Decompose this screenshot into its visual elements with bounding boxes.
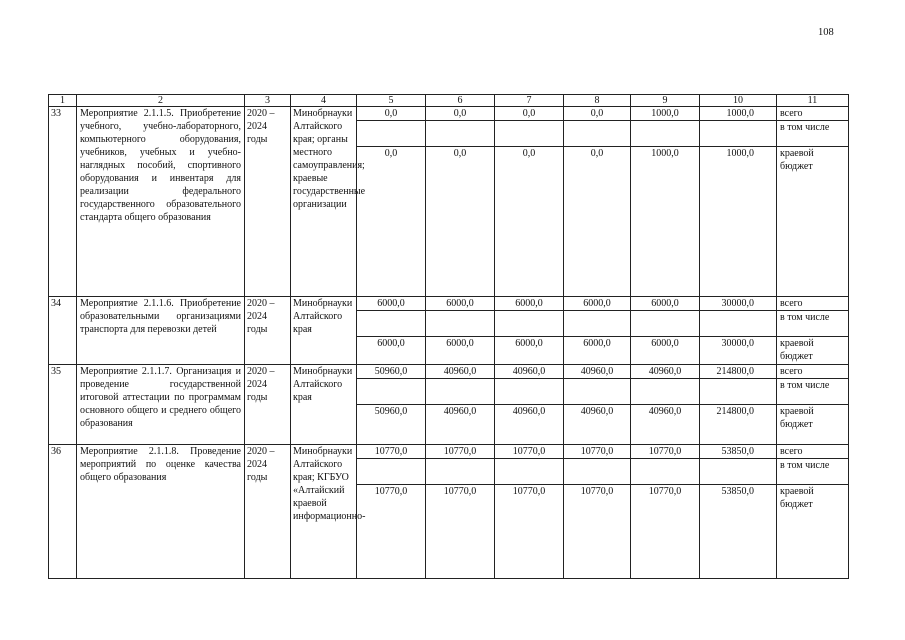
total-value: 0,0 — [357, 107, 426, 121]
budget-value: 0,0 — [495, 147, 564, 297]
table-row — [49, 445, 849, 459]
total-label: всего — [777, 107, 849, 121]
total-value: 0,0 — [564, 107, 631, 121]
including-label: в том числе — [777, 311, 849, 337]
budget-label: краевой бюджет — [777, 147, 849, 297]
col-header: 7 — [495, 95, 564, 107]
including-label: в том числе — [777, 459, 849, 485]
budget-value: 0,0 — [564, 147, 631, 297]
budget-value: 6000,0 — [495, 337, 564, 365]
total-label: всего — [777, 297, 849, 311]
years: 2020 – 2024 годы — [245, 365, 291, 445]
activity-name: Мероприятие 2.1.1.5. Приобретение учебного, учебно-лабораторного, компьютерного оборудования, учебников, учебных и учебно-наглядных пособий, спортивного оборудования и инвентаря для реализации федерального государственного образовательного стандарта общего образования — [77, 107, 245, 297]
budget-label: краевой бюджет — [777, 485, 849, 579]
total-value: 6000,0 — [426, 297, 495, 311]
total-label: всего — [777, 365, 849, 379]
total-value: 50960,0 — [357, 365, 426, 379]
including-label: в том числе — [777, 121, 849, 147]
budget-value: 6000,0 — [564, 337, 631, 365]
col-header: 1 — [49, 95, 77, 107]
col-header: 5 — [357, 95, 426, 107]
col-header: 4 — [291, 95, 357, 107]
budget-value: 10770,0 — [564, 485, 631, 579]
total-value: 40960,0 — [426, 365, 495, 379]
budget-value: 40960,0 — [495, 405, 564, 445]
total-value: 1000,0 — [631, 107, 700, 121]
total-sum: 1000,0 — [700, 107, 777, 121]
col-header: 10 — [700, 95, 777, 107]
budget-value: 40960,0 — [426, 405, 495, 445]
total-value: 6000,0 — [495, 297, 564, 311]
budget-value: 6000,0 — [357, 337, 426, 365]
total-value: 10770,0 — [426, 445, 495, 459]
years: 2020 – 2024 годы — [245, 445, 291, 579]
budget-value: 0,0 — [426, 147, 495, 297]
row-number: 34 — [49, 297, 77, 365]
activity-name: Мероприятие 2.1.1.6. Приобретение образовательными организациями транспорта для перевозки детей — [77, 297, 245, 365]
years: 2020 – 2024 годы — [245, 297, 291, 365]
years: 2020 – 2024 годы — [245, 107, 291, 297]
row-number: 35 — [49, 365, 77, 445]
col-header: 11 — [777, 95, 849, 107]
row-number: 36 — [49, 445, 77, 579]
table-row — [49, 107, 849, 121]
table-row — [49, 365, 849, 379]
activity-name: Мероприятие 2.1.1.8. Проведение мероприятий по оценке качества общего образования — [77, 445, 245, 579]
budget-value: 1000,0 — [631, 147, 700, 297]
total-value: 10770,0 — [495, 445, 564, 459]
executor: Минобрнауки Алтайского края; органы местного самоуправления; краевые государственные организации — [291, 107, 357, 297]
total-label: всего — [777, 445, 849, 459]
activity-name: Мероприятие 2.1.1.7. Организация и проведение государственной итоговой аттестации по программам основного общего и среднего общего образования — [77, 365, 245, 445]
executor: Минобрнауки Алтайского края — [291, 297, 357, 365]
total-sum: 30000,0 — [700, 297, 777, 311]
col-header: 8 — [564, 95, 631, 107]
executor: Минобрнауки Алтайского края — [291, 365, 357, 445]
col-header: 2 — [77, 95, 245, 107]
budget-value: 40960,0 — [631, 405, 700, 445]
col-header: 6 — [426, 95, 495, 107]
total-value: 10770,0 — [357, 445, 426, 459]
budget-value: 10770,0 — [426, 485, 495, 579]
col-header: 9 — [631, 95, 700, 107]
executor: Минобрнауки Алтайского края; КГБУО «Алтайский краевой информационно- — [291, 445, 357, 579]
budget-value: 0,0 — [357, 147, 426, 297]
total-sum: 53850,0 — [700, 445, 777, 459]
budget-label: краевой бюджет — [777, 337, 849, 365]
budget-sum: 53850,0 — [700, 485, 777, 579]
total-sum: 214800,0 — [700, 365, 777, 379]
total-value: 0,0 — [426, 107, 495, 121]
row-number: 33 — [49, 107, 77, 297]
budget-value: 40960,0 — [564, 405, 631, 445]
total-value: 10770,0 — [631, 445, 700, 459]
budget-sum: 30000,0 — [700, 337, 777, 365]
budget-value: 10770,0 — [495, 485, 564, 579]
including-label: в том числе — [777, 379, 849, 405]
header-row — [49, 95, 849, 107]
total-value: 0,0 — [495, 107, 564, 121]
table-row — [49, 297, 849, 311]
budget-value: 50960,0 — [357, 405, 426, 445]
budget-value: 10770,0 — [631, 485, 700, 579]
col-header: 3 — [245, 95, 291, 107]
program-activities-table — [48, 94, 849, 579]
budget-label: краевой бюджет — [777, 405, 849, 445]
budget-sum: 1000,0 — [700, 147, 777, 297]
total-value: 6000,0 — [357, 297, 426, 311]
budget-value: 10770,0 — [357, 485, 426, 579]
total-value: 6000,0 — [631, 297, 700, 311]
total-value: 40960,0 — [495, 365, 564, 379]
total-value: 40960,0 — [564, 365, 631, 379]
budget-value: 6000,0 — [631, 337, 700, 365]
total-value: 10770,0 — [564, 445, 631, 459]
budget-value: 6000,0 — [426, 337, 495, 365]
page-number: 108 — [818, 27, 834, 38]
total-value: 6000,0 — [564, 297, 631, 311]
budget-sum: 214800,0 — [700, 405, 777, 445]
total-value: 40960,0 — [631, 365, 700, 379]
